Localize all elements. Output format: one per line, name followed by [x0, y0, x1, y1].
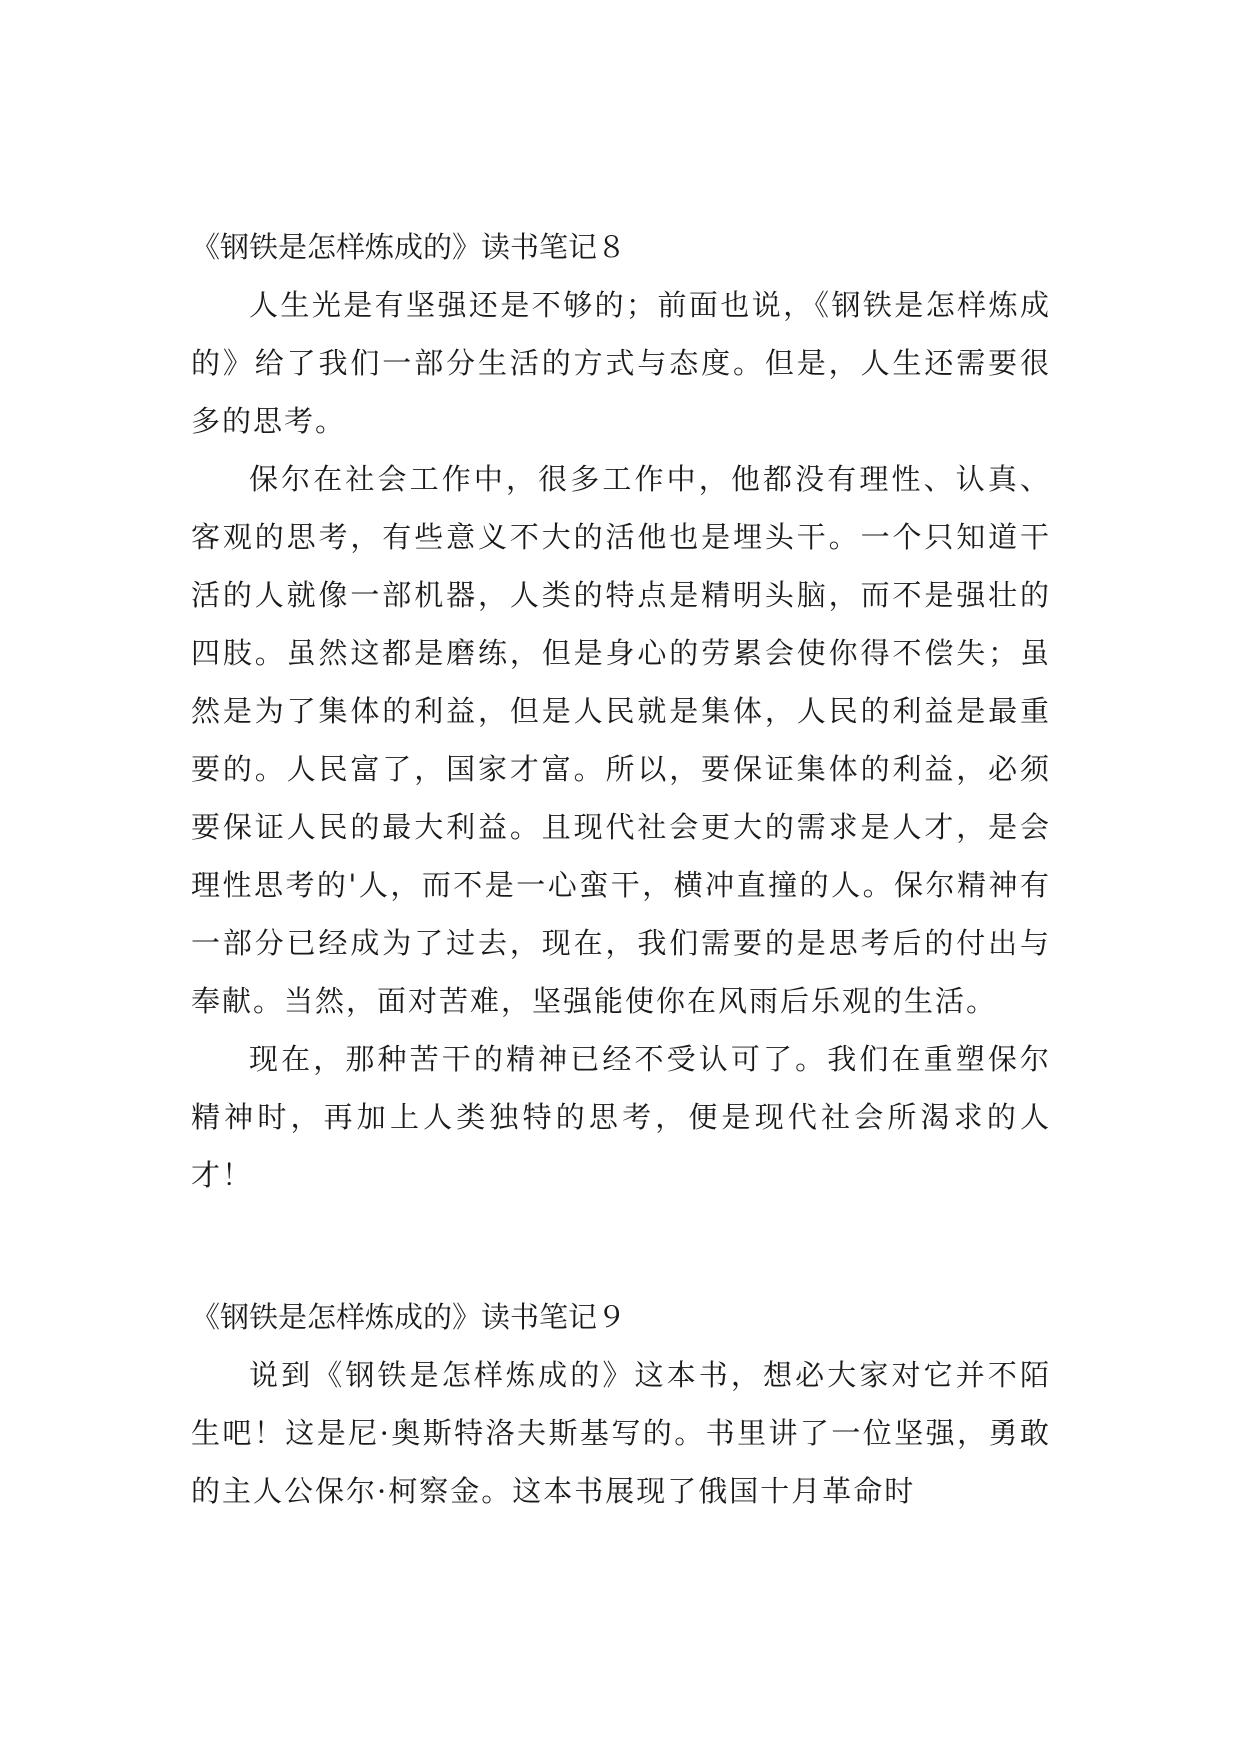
section-title: 《钢铁是怎样炼成的》读书笔记９ — [191, 1300, 627, 1334]
paragraph: 说到《钢铁是怎样炼成的》这本书，想必大家对它并不陌生吧！这是尼·奥斯特洛夫斯基写的。书里讲了一位坚强，勇敢的主人公保尔·柯察金。这本书展现了俄国十月革命时 — [191, 1358, 1051, 1508]
paragraph: 现在，那种苦干的精神已经不受认可了。我们在重塑保尔精神时，再加上人类独特的思考，便是现代社会所渴求的人才！ — [191, 1042, 1051, 1192]
paragraph: 保尔在社会工作中，很多工作中，他都没有理性、认真、客观的思考，有些意义不大的活他也是埋头干。一个只知道干活的人就像一部机器，人类的特点是精明头脑，而不是强壮的四肢。虽然这都是磨练，但是身心的劳累会使你得不偿失；虽然是为了集体的利益，但是人民就是集体，人民的利益是最重要的。人民富了，国家才富。所以，要保证集体的利益，必须要保证人民的最大利益。且现代社会更大的需求是人才，是会理性思考的'人，而不是一心蛮干，横冲直撞的人。保尔精神有一部分已经成为了过去，现在，我们需要的是思考后的付出与奉献。当然，面对苦难，坚强能使你在风雨后乐观的生活。 — [191, 462, 1051, 1018]
document-page — [191, 218, 1051, 1520]
section-8 — [191, 218, 1051, 1204]
paragraph: 人生光是有坚强还是不够的；前面也说，《钢铁是怎样炼成的》给了我们一部分生活的方式与态度。但是，人生还需要很多的思考。 — [191, 288, 1051, 438]
section-9 — [191, 1288, 1051, 1520]
section-spacer — [191, 1204, 1051, 1288]
section-title: 《钢铁是怎样炼成的》读书笔记８ — [191, 230, 627, 264]
